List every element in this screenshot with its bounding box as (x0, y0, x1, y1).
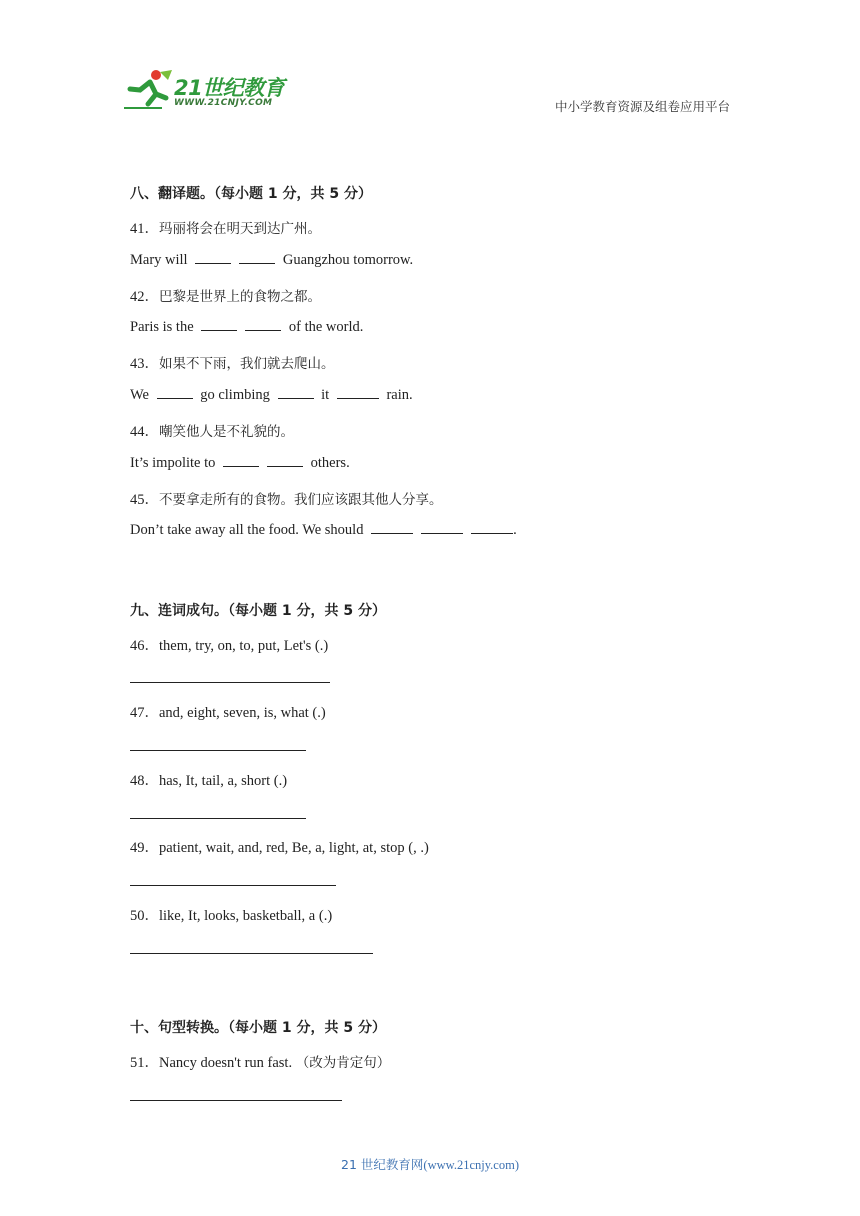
platform-tagline: 中小学教育资源及组卷应用平台 (554, 99, 730, 114)
question-42-prompt (130, 285, 321, 306)
question-46 (130, 634, 328, 655)
logo-text: 21世纪教育 (174, 76, 285, 100)
sentence-start: It’s impolite to (130, 455, 216, 471)
question-number: 49． (130, 840, 159, 856)
blank-field[interactable] (337, 386, 379, 399)
blank-field[interactable] (157, 386, 193, 399)
sentence-start: Mary will (130, 252, 188, 268)
question-chinese: 如果不下雨，我们就去爬山。 (159, 356, 335, 372)
question-number: 45． (130, 492, 159, 508)
answer-line[interactable] (130, 885, 336, 886)
question-42-english (130, 318, 363, 336)
question-number: 42． (130, 289, 159, 305)
question-number: 50． (130, 908, 159, 924)
blank-field[interactable] (471, 521, 513, 534)
question-45-prompt (130, 488, 443, 509)
sentence-start: Paris is the (130, 319, 194, 335)
question-instruction: （改为肯定句） (295, 1055, 391, 1071)
section-10-title: 十、句型转换。（每小题 1 分，共 5 分） (130, 1020, 386, 1036)
blank-field[interactable] (278, 386, 314, 399)
question-48 (130, 769, 287, 790)
question-45-english (130, 521, 517, 539)
sentence-end: . (513, 522, 517, 538)
logo-url: WWW.21CNJY.COM (174, 98, 273, 108)
blank-field[interactable] (267, 454, 303, 467)
question-chinese: 巴黎是世界上的食物之都。 (159, 289, 321, 305)
blank-field[interactable] (239, 251, 275, 264)
question-chinese: 嘲笑他人是不礼貌的。 (159, 424, 294, 440)
runner-logo-icon (122, 68, 174, 114)
blank-field[interactable] (421, 521, 463, 534)
question-50 (130, 904, 332, 925)
answer-line[interactable] (130, 1100, 342, 1101)
blank-field[interactable] (195, 251, 231, 264)
sentence-end: rain. (386, 387, 413, 403)
question-41-english (130, 251, 413, 269)
footer-site-name: 21 世纪教育网 (341, 1157, 424, 1172)
sentence-middle: it (321, 387, 330, 403)
question-43-english (130, 386, 413, 404)
blank-field[interactable] (245, 318, 281, 331)
question-sentence: Nancy doesn't run fast. (159, 1055, 293, 1071)
section-9-title: 九、连词成句。（每小题 1 分，共 5 分） (130, 603, 386, 619)
question-words: patient, wait, and, red, Be, a, light, at, stop (, .) (159, 840, 429, 856)
answer-line[interactable] (130, 682, 330, 683)
question-words: like, It, looks, basketball, a (.) (159, 908, 333, 924)
question-41-prompt (130, 217, 321, 238)
question-number: 47． (130, 705, 159, 721)
question-words: has, It, tail, a, short (.) (159, 773, 288, 789)
site-logo (122, 68, 292, 116)
question-44-prompt (130, 420, 294, 441)
question-number: 48． (130, 773, 159, 789)
question-47 (130, 701, 326, 722)
blank-field[interactable] (223, 454, 259, 467)
blank-field[interactable] (371, 521, 413, 534)
question-49 (130, 836, 429, 857)
sentence-middle: go climbing (200, 387, 270, 403)
answer-line[interactable] (130, 953, 373, 954)
question-44-english (130, 454, 350, 472)
question-chinese: 玛丽将会在明天到达广州。 (159, 221, 321, 237)
answer-line[interactable] (130, 818, 306, 819)
answer-line[interactable] (130, 750, 306, 751)
question-number: 41． (130, 221, 159, 237)
question-number: 43． (130, 356, 159, 372)
blank-field[interactable] (201, 318, 237, 331)
question-number: 44． (130, 424, 159, 440)
question-51 (130, 1051, 390, 1072)
question-43-prompt (130, 352, 335, 373)
question-chinese: 不要拿走所有的食物。我们应该跟其他人分享。 (159, 492, 443, 508)
section-8-title: 八、翻译题。（每小题 1 分，共 5 分） (130, 186, 372, 202)
question-number: 51． (130, 1055, 159, 1071)
question-number: 46． (130, 638, 159, 654)
question-words: them, try, on, to, put, Let's (.) (159, 638, 329, 654)
sentence-start: We (130, 387, 149, 403)
footer-url[interactable]: (www.21cnjy.com) (423, 1158, 519, 1172)
sentence-end: of the world. (288, 319, 364, 335)
page-footer (0, 1155, 860, 1173)
question-words: and, eight, seven, is, what (.) (159, 705, 326, 721)
sentence-end: others. (310, 455, 350, 471)
sentence-start: Don’t take away all the food. We should (130, 522, 364, 538)
sentence-end: Guangzhou tomorrow. (282, 252, 414, 268)
